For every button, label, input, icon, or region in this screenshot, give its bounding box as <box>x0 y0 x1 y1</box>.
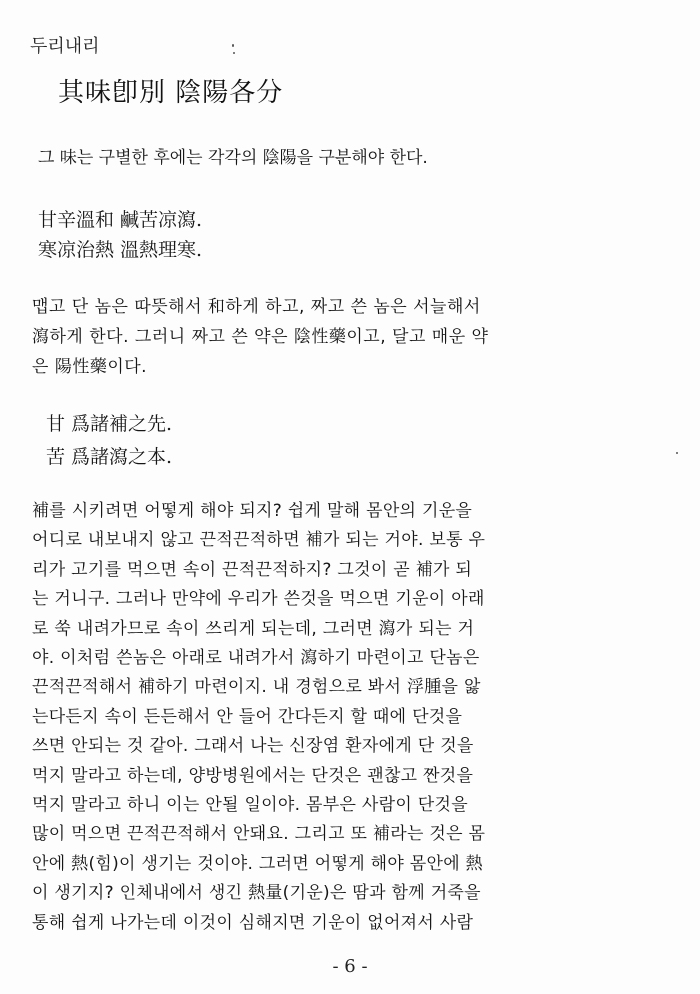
paragraph-2-line: 많이 먹으면 끈적끈적해서 안돼요. 그리고 또 補라는 것은 몸 <box>32 824 486 845</box>
paragraph-2-line: 통해 쉽게 나가는데 이것이 심해지면 기운이 없어져서 사람 <box>32 912 474 933</box>
classical-quote-1 <box>38 205 202 265</box>
subtitle-line: 그 味는 구별한 후에는 각각의 陰陽을 구분해야 한다. <box>38 148 428 168</box>
quote-1-line: 甘辛溫和 鹹苦凉瀉. <box>38 209 203 231</box>
scan-speck <box>232 44 234 47</box>
quote-2-line: 苦 爲諸瀉之本. <box>46 446 173 468</box>
paragraph-2 <box>32 497 672 938</box>
page-number: - 6 - <box>332 956 368 977</box>
quote-2-line: 甘 爲諸補之先. <box>46 413 173 435</box>
paragraph-2-line: 는다든지 속이 든든해서 안 들어 간다든지 할 때에 단것을 <box>32 706 463 727</box>
paragraph-2-line: 쓰면 안되는 것 같아. 그래서 나는 신장염 환자에게 단 것을 <box>32 736 474 757</box>
paragraph-1-line: 瀉하게 한다. 그러니 짜고 쓴 약은 陰性藥이고, 달고 매운 약 <box>32 327 489 347</box>
paragraph-2-line: 리가 고기를 먹으면 속이 끈적끈적하지? 그것이 곧 補가 되 <box>32 559 473 580</box>
classical-quote-2 <box>46 408 172 474</box>
paragraph-2-line: 먹지 말라고 하는데, 양방병원에서는 단것은 괜찮고 짠것을 <box>32 765 474 786</box>
paragraph-1 <box>32 292 672 382</box>
page-title: 其味卽別 陰陽各分 <box>58 78 284 108</box>
paragraph-2-line: 끈적끈적해서 補하기 마련이지. 내 경험으로 봐서 浮腫을 앓 <box>32 677 481 698</box>
paragraph-1-line: 은 陽性藥이다. <box>32 357 148 377</box>
scan-speck <box>676 452 678 454</box>
paragraph-1-line: 맵고 단 놈은 따뜻해서 和하게 하고, 짜고 쓴 놈은 서늘해서 <box>32 297 481 317</box>
quote-1-line: 寒凉治熱 溫熱理寒. <box>38 239 203 261</box>
paragraph-2-line: 는 거니구. 그러나 만약에 우리가 쓴것을 먹으면 기운이 아래 <box>32 589 485 610</box>
paragraph-2-line: 먹지 말라고 하니 이는 안될 일이야. 몸부은 사람이 단것을 <box>32 795 468 816</box>
paragraph-2-line: 이 생기지? 인체내에서 생긴 熱量(기운)은 땀과 함께 거죽을 <box>32 883 481 904</box>
paragraph-2-line: 야. 이처럼 쓴놈은 아래로 내려가서 瀉하기 마련이고 단놈은 <box>32 648 480 669</box>
paragraph-2-line: 안에 熱(힘)이 생기는 것이야. 그러면 어떻게 해야 몸안에 熱 <box>32 853 483 874</box>
scan-speck <box>233 52 235 54</box>
paragraph-2-line: 로 쑥 내려가므로 속이 쓰리게 되는데, 그러면 瀉가 되는 거 <box>32 618 475 639</box>
paragraph-2-line: 補를 시키려면 어떻게 해야 되지? 쉽게 말해 몸안의 기운을 <box>32 501 473 521</box>
paragraph-2-line: 어디로 내보내지 않고 끈적끈적하면 補가 되는 거야. 보통 우 <box>32 530 486 551</box>
header-label: 두리내리 <box>30 36 100 57</box>
